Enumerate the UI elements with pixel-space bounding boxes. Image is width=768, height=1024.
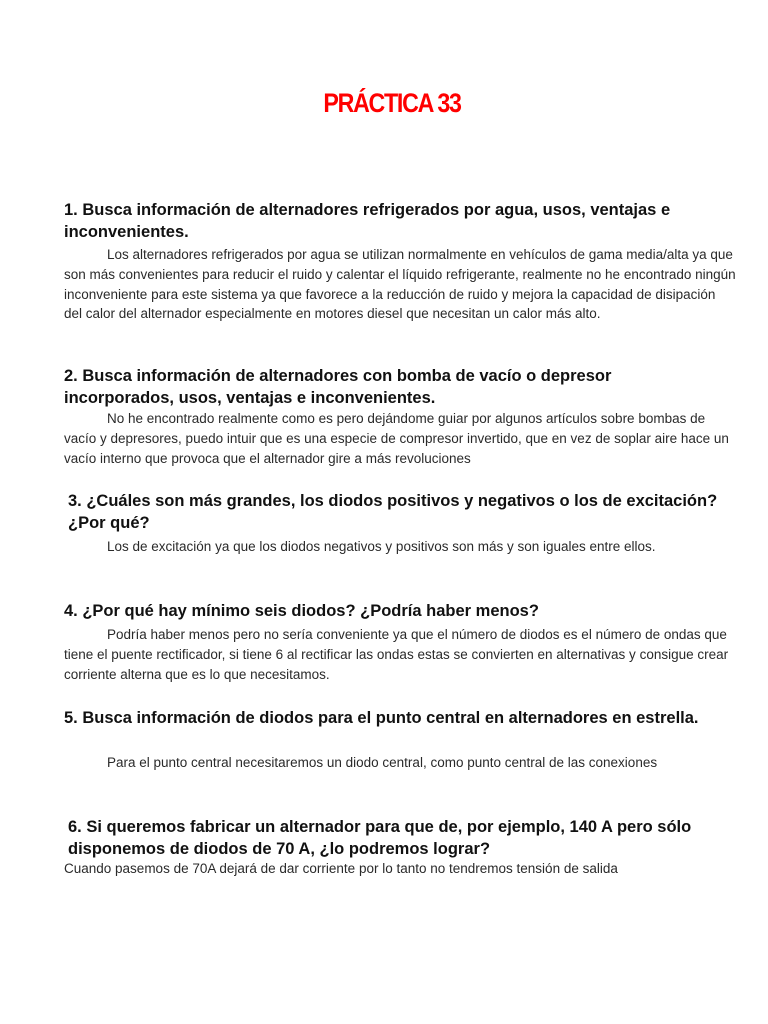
question-1: 1. Busca información de alternadores refrigerados por agua, usos, ventajas e inconvenientes. [64, 201, 671, 241]
question-5: 5. Busca información de diodos para el punto central en alternadores en estrella. [64, 709, 699, 727]
answer-6: Cuando pasemos de 70A dejará de dar corriente por lo tanto no tendremos tensión de salida [64, 861, 618, 876]
question-2: 2. Busca información de alternadores con bomba de vacío o depresor incorporados, usos, ventajas e inconvenientes. [64, 367, 612, 407]
page-title: PRÁCTICA 33 [323, 88, 461, 118]
question-4: 4. ¿Por qué hay mínimo seis diodos? ¿Podría haber menos? [64, 602, 539, 620]
answer-4: Podría haber menos pero no sería conveniente ya que el número de diodos es el número de ondas que tiene el puente rectificador, si tiene 6 al rectificar las ondas estas se convierten en alternativas y consigue crear corriente alterna que es lo que necesitamos. [64, 627, 729, 682]
answer-2: No he encontrado realmente como es pero dejándome guiar por algunos artículos sobre bombas de vacío y depresores, puedo intuir que es una especie de compresor invertido, que en vez de soplar aire hace un vacío interno que provoca que el alternador gire a más revoluciones [64, 411, 729, 466]
question-3: 3. ¿Cuáles son más grandes, los diodos positivos y negativos o los de excitación? ¿Por qué? [68, 492, 718, 532]
question-6: 6. Si queremos fabricar un alternador para que de, por ejemplo, 140 A pero sólo disponemos de diodos de 70 A, ¿lo podremos lograr? [68, 818, 692, 858]
answer-1: Los alternadores refrigerados por agua se utilizan normalmente en vehículos de gama media/alta ya que son más convenientes para reducir el ruido y calentar el líquido refrigerante, realmente no he encontrado ningún inconveniente para este sistema ya que favorece a la reducción de ruido y mejora la capacidad de disipación del calor del alternador especialmente en motores diesel que necesitan un calor más alto. [64, 247, 736, 322]
answer-5: Para el punto central necesitaremos un diodo central, como punto central de las conexiones [107, 755, 658, 770]
answer-3: Los de excitación ya que los diodos negativos y positivos son más y son iguales entre ellos. [107, 539, 656, 554]
